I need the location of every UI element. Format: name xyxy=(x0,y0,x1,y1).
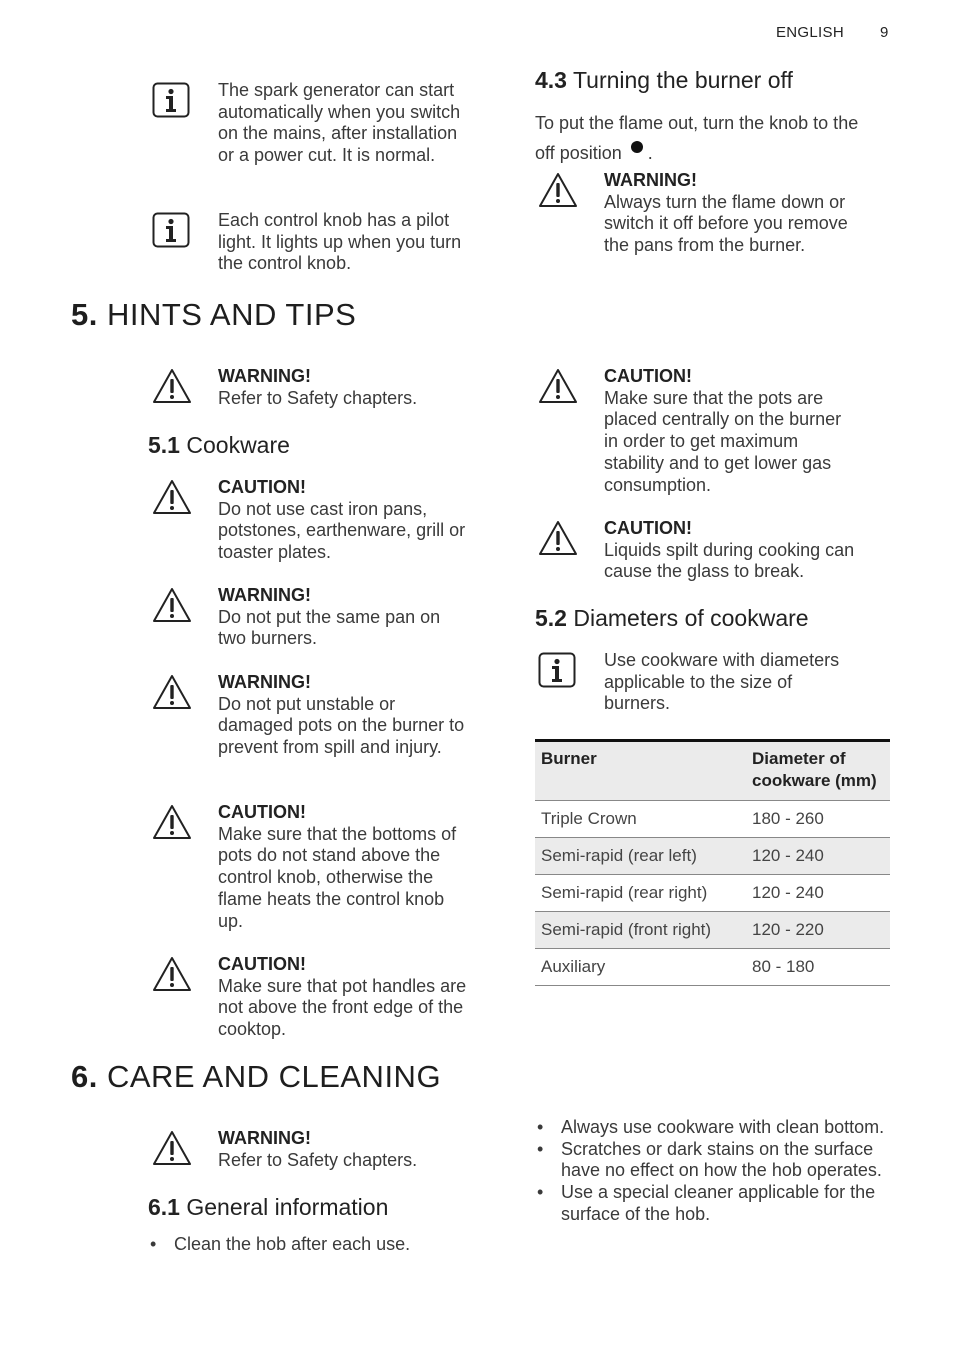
caution-text: Make sure that pot handles are not above the front edge of the cooktop. xyxy=(218,975,467,1040)
cookware-note xyxy=(218,802,473,932)
section-5-2-heading xyxy=(535,605,809,632)
warning-note xyxy=(604,170,854,257)
table-row xyxy=(535,875,890,912)
warning-icon xyxy=(152,804,192,840)
cookware-diameter-table xyxy=(535,739,890,986)
section-6-1-heading xyxy=(148,1194,388,1221)
warning-label: WARNING! xyxy=(218,1128,311,1148)
off-position-icon xyxy=(631,141,643,153)
table-header-row xyxy=(535,741,890,801)
chapter-6-heading xyxy=(71,1059,441,1095)
column-header-diameter: Diameter of cookware (mm) xyxy=(746,741,890,801)
section-title: General information xyxy=(186,1194,389,1220)
warning-icon xyxy=(152,1130,192,1166)
warning-text: Do not put unstable or damaged pots on the burner to prevent from spill and injury. xyxy=(218,693,465,758)
general-info-bullets-right xyxy=(535,1117,895,1226)
section-title: Turning the burner off xyxy=(572,67,793,93)
table-row xyxy=(535,912,890,949)
caution-note xyxy=(604,518,864,583)
list-item: • Clean the hob after each use. xyxy=(148,1234,468,1256)
section-number: 5.2 xyxy=(535,605,567,631)
warning-label: WARNING! xyxy=(218,366,311,386)
diameter-cell: 120 - 220 xyxy=(746,912,890,949)
caution-label: CAUTION! xyxy=(604,366,692,386)
table-row xyxy=(535,838,890,875)
section-number: 6.1 xyxy=(148,1194,180,1220)
warning-text: Do not put the same pan on two burners. xyxy=(218,606,441,649)
warning-note xyxy=(218,1128,478,1171)
instruction-text: To put the flame out, turn the knob to the off position xyxy=(535,113,859,163)
burner-cell: Semi-rapid (front right) xyxy=(535,912,746,949)
cookware-note xyxy=(218,954,473,1041)
table-row xyxy=(535,949,890,986)
list-item: • Use a special cleaner applicable for the surface of the hob. xyxy=(535,1182,895,1225)
chapter-number: 6. xyxy=(71,1059,98,1094)
info-icon xyxy=(538,652,576,688)
diameter-cell: 80 - 180 xyxy=(746,949,890,986)
info-note-pilot-light: Each control knob has a pilot light. It lights up when you turn the control knob. xyxy=(218,210,462,274)
caution-text: Make sure that the bottoms of pots do not stand above the control knob, otherwise the flame heats the control knob up. xyxy=(218,823,457,931)
warning-icon xyxy=(152,368,192,404)
warning-icon xyxy=(152,674,192,710)
diameter-cell: 180 - 260 xyxy=(746,801,890,838)
warning-icon xyxy=(152,479,192,515)
warning-icon xyxy=(538,368,578,404)
cookware-note xyxy=(218,585,473,650)
section-5-1-heading xyxy=(148,432,290,459)
list-item: • Always use cookware with clean bottom. xyxy=(535,1117,895,1139)
caution-label: CAUTION! xyxy=(218,802,306,822)
caution-text: Make sure that the pots are placed centrally on the burner in order to get maximum stability and to get lower gas consumption. xyxy=(604,387,842,495)
burner-cell: Semi-rapid (rear right) xyxy=(535,875,746,912)
section-title: Cookware xyxy=(186,432,290,458)
caution-label: CAUTION! xyxy=(218,477,306,497)
cookware-note xyxy=(218,672,473,759)
info-icon xyxy=(152,212,190,248)
warning-note xyxy=(218,366,478,409)
caution-label: CAUTION! xyxy=(604,518,692,538)
burner-cell: Semi-rapid (rear left) xyxy=(535,838,746,875)
caution-label: CAUTION! xyxy=(218,954,306,974)
warning-icon xyxy=(152,956,192,992)
caution-text: Do not use cast iron pans, potstones, earthenware, grill or toaster plates. xyxy=(218,498,466,563)
warning-text: Always turn the flame down or switch it off before you remove the pans from the burner. xyxy=(604,191,848,256)
table-row xyxy=(535,801,890,838)
burner-cell: Triple Crown xyxy=(535,801,746,838)
column-header-burner: Burner xyxy=(535,741,746,801)
section-number: 5.1 xyxy=(148,432,180,458)
warning-label: WARNING! xyxy=(218,672,311,692)
instruction-end: . xyxy=(647,143,653,163)
page-number: 9 xyxy=(880,24,889,41)
header-language: ENGLISH xyxy=(776,24,844,41)
diameter-cell: 120 - 240 xyxy=(746,838,890,875)
section-title: Diameters of cookware xyxy=(573,605,809,631)
cookware-note xyxy=(218,477,473,564)
warning-icon xyxy=(152,587,192,623)
warning-text: Refer to Safety chapters. xyxy=(218,387,418,408)
chapter-5-heading xyxy=(71,297,356,333)
chapter-title: CARE AND CLEANING xyxy=(106,1059,442,1094)
warning-icon xyxy=(538,172,578,208)
general-info-bullets-left xyxy=(148,1234,468,1256)
warning-label: WARNING! xyxy=(218,585,311,605)
caution-text: Liquids spilt during cooking can cause the glass to break. xyxy=(604,539,855,582)
warning-text: Refer to Safety chapters. xyxy=(218,1149,418,1170)
info-note-spark-generator: The spark generator can start automatically when you switch on the mains, after installation or a power cut. It is normal. xyxy=(218,80,461,166)
burner-cell: Auxiliary xyxy=(535,949,746,986)
chapter-number: 5. xyxy=(71,297,98,332)
chapter-title: HINTS AND TIPS xyxy=(106,297,357,332)
list-item: • Scratches or dark stains on the surface have no effect on how the hob operates. xyxy=(535,1139,895,1182)
diameter-cell: 120 - 240 xyxy=(746,875,890,912)
warning-label: WARNING! xyxy=(604,170,697,190)
warning-icon xyxy=(538,520,578,556)
section-4-3-heading xyxy=(535,67,793,94)
turn-off-instruction xyxy=(535,108,875,168)
caution-note xyxy=(604,366,854,496)
info-icon xyxy=(152,82,190,118)
section-number: 4.3 xyxy=(535,67,567,93)
info-note-diameters: Use cookware with diameters applicable to the size of burners. xyxy=(604,650,840,714)
